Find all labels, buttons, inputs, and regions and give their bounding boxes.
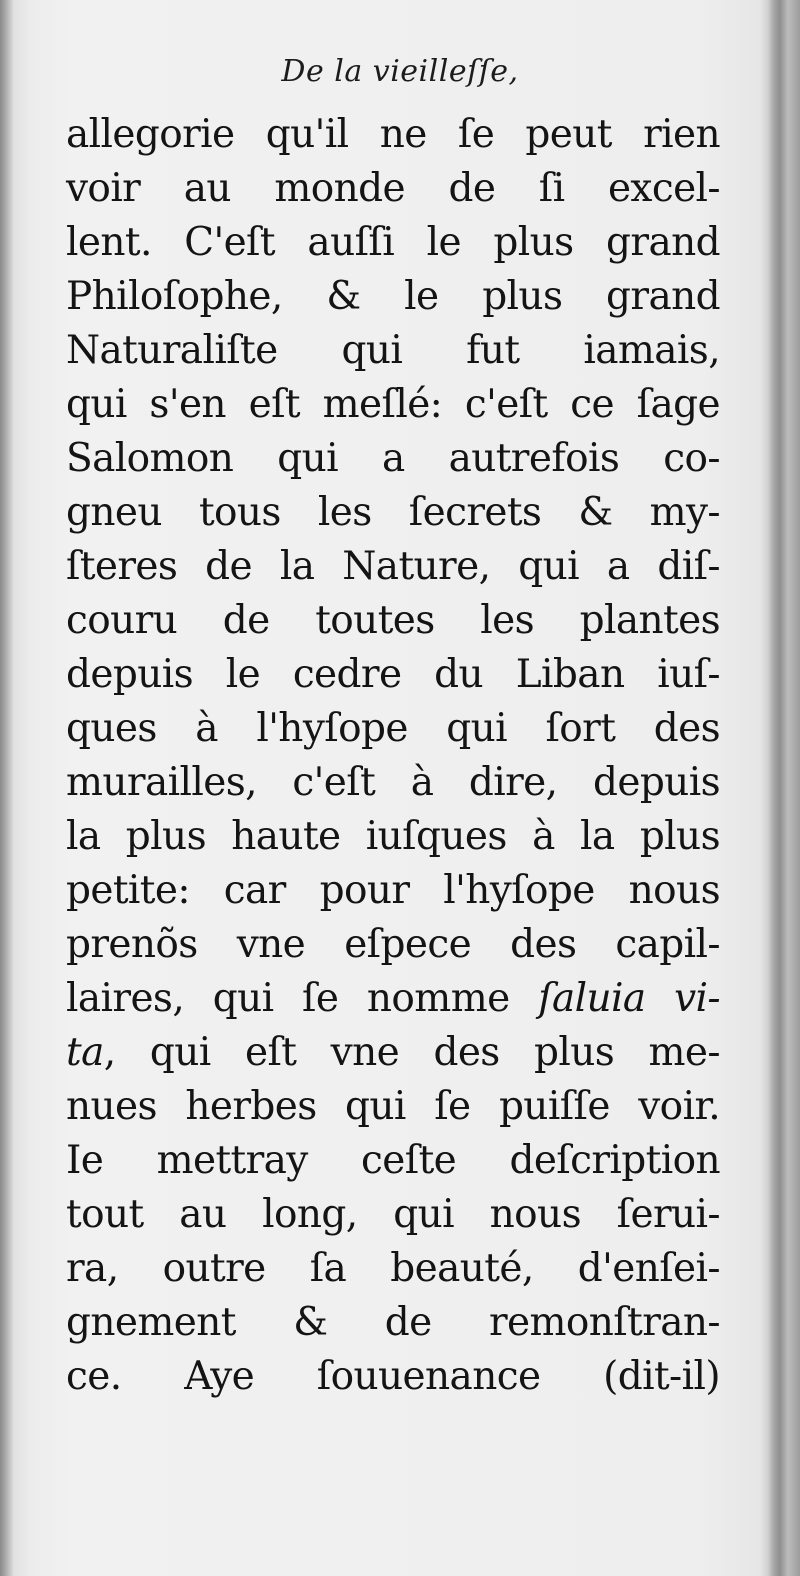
italic-latin-term: ta — [66, 1030, 104, 1075]
text-line — [66, 918, 720, 972]
running-head: De la vieilleſſe, — [281, 54, 519, 89]
text-line — [66, 1242, 720, 1296]
line-text: gnement & de remonſtran- — [66, 1300, 720, 1345]
line-text: , qui eſt vne des plus me- — [103, 1030, 720, 1075]
line-text: Ie mettray ceſte deſcription — [66, 1138, 720, 1183]
line-text: depuis le cedre du Liban iuſ- — [66, 652, 720, 697]
text-line — [66, 1134, 720, 1188]
text-line — [66, 1188, 720, 1242]
text-line — [66, 108, 720, 162]
line-text: Salomon qui a autrefois co- — [66, 436, 720, 481]
line-text: nues herbes qui ſe puiſſe voir. — [66, 1084, 720, 1129]
line-text: ce. Aye ſouuenance (dit-il) — [66, 1354, 720, 1399]
text-line — [66, 1026, 720, 1080]
text-line — [66, 756, 720, 810]
text-line — [66, 810, 720, 864]
line-text: tout au long, qui nous ſerui- — [66, 1192, 720, 1237]
text-line — [66, 378, 720, 432]
gutter-shadow — [0, 0, 14, 1576]
line-text: couru de toutes les plantes — [66, 598, 720, 643]
line-text: prenõs vne eſpece des capil- — [66, 922, 720, 967]
text-line — [66, 486, 720, 540]
line-text: murailles, c'eſt à dire, depuis — [66, 760, 720, 805]
line-text: petite: car pour l'hyſope nous — [66, 868, 720, 913]
line-text: lent. C'eſt auſſi le plus grand — [66, 220, 720, 265]
line-text: ra, outre ſa beauté, d'enſei- — [66, 1246, 720, 1291]
text-line — [66, 432, 720, 486]
text-line — [66, 594, 720, 648]
text-line — [66, 1350, 720, 1404]
line-text: voir au monde de ſi excel- — [66, 166, 720, 211]
line-text: laires, qui ſe nomme — [66, 976, 539, 1021]
text-line — [66, 540, 720, 594]
text-line — [66, 1296, 720, 1350]
text-line — [66, 324, 720, 378]
line-text: ques à l'hyſope qui ſort des — [66, 706, 720, 751]
line-text: qui s'en eſt meſlé: c'eſt ce ſage — [66, 382, 720, 427]
text-line — [66, 1080, 720, 1134]
line-text: ſteres de la Nature, qui a diſ- — [66, 544, 720, 589]
line-text: Philoſophe, & le plus grand — [66, 274, 720, 319]
italic-latin-term: ſaluia vi- — [538, 976, 720, 1021]
body-text — [66, 108, 720, 1404]
line-text: Naturaliſte qui fut iamais, — [66, 328, 720, 373]
text-line — [66, 216, 720, 270]
text-line — [66, 702, 720, 756]
line-text: gneu tous les ſecrets & my- — [66, 490, 720, 535]
text-line — [66, 162, 720, 216]
text-line — [66, 972, 720, 1026]
text-line — [66, 648, 720, 702]
line-text: la plus haute iuſques à la plus — [66, 814, 720, 859]
line-text: allegorie qu'il ne ſe peut rien — [66, 112, 720, 157]
text-line — [66, 864, 720, 918]
page-edge — [768, 0, 800, 1576]
text-line — [66, 270, 720, 324]
